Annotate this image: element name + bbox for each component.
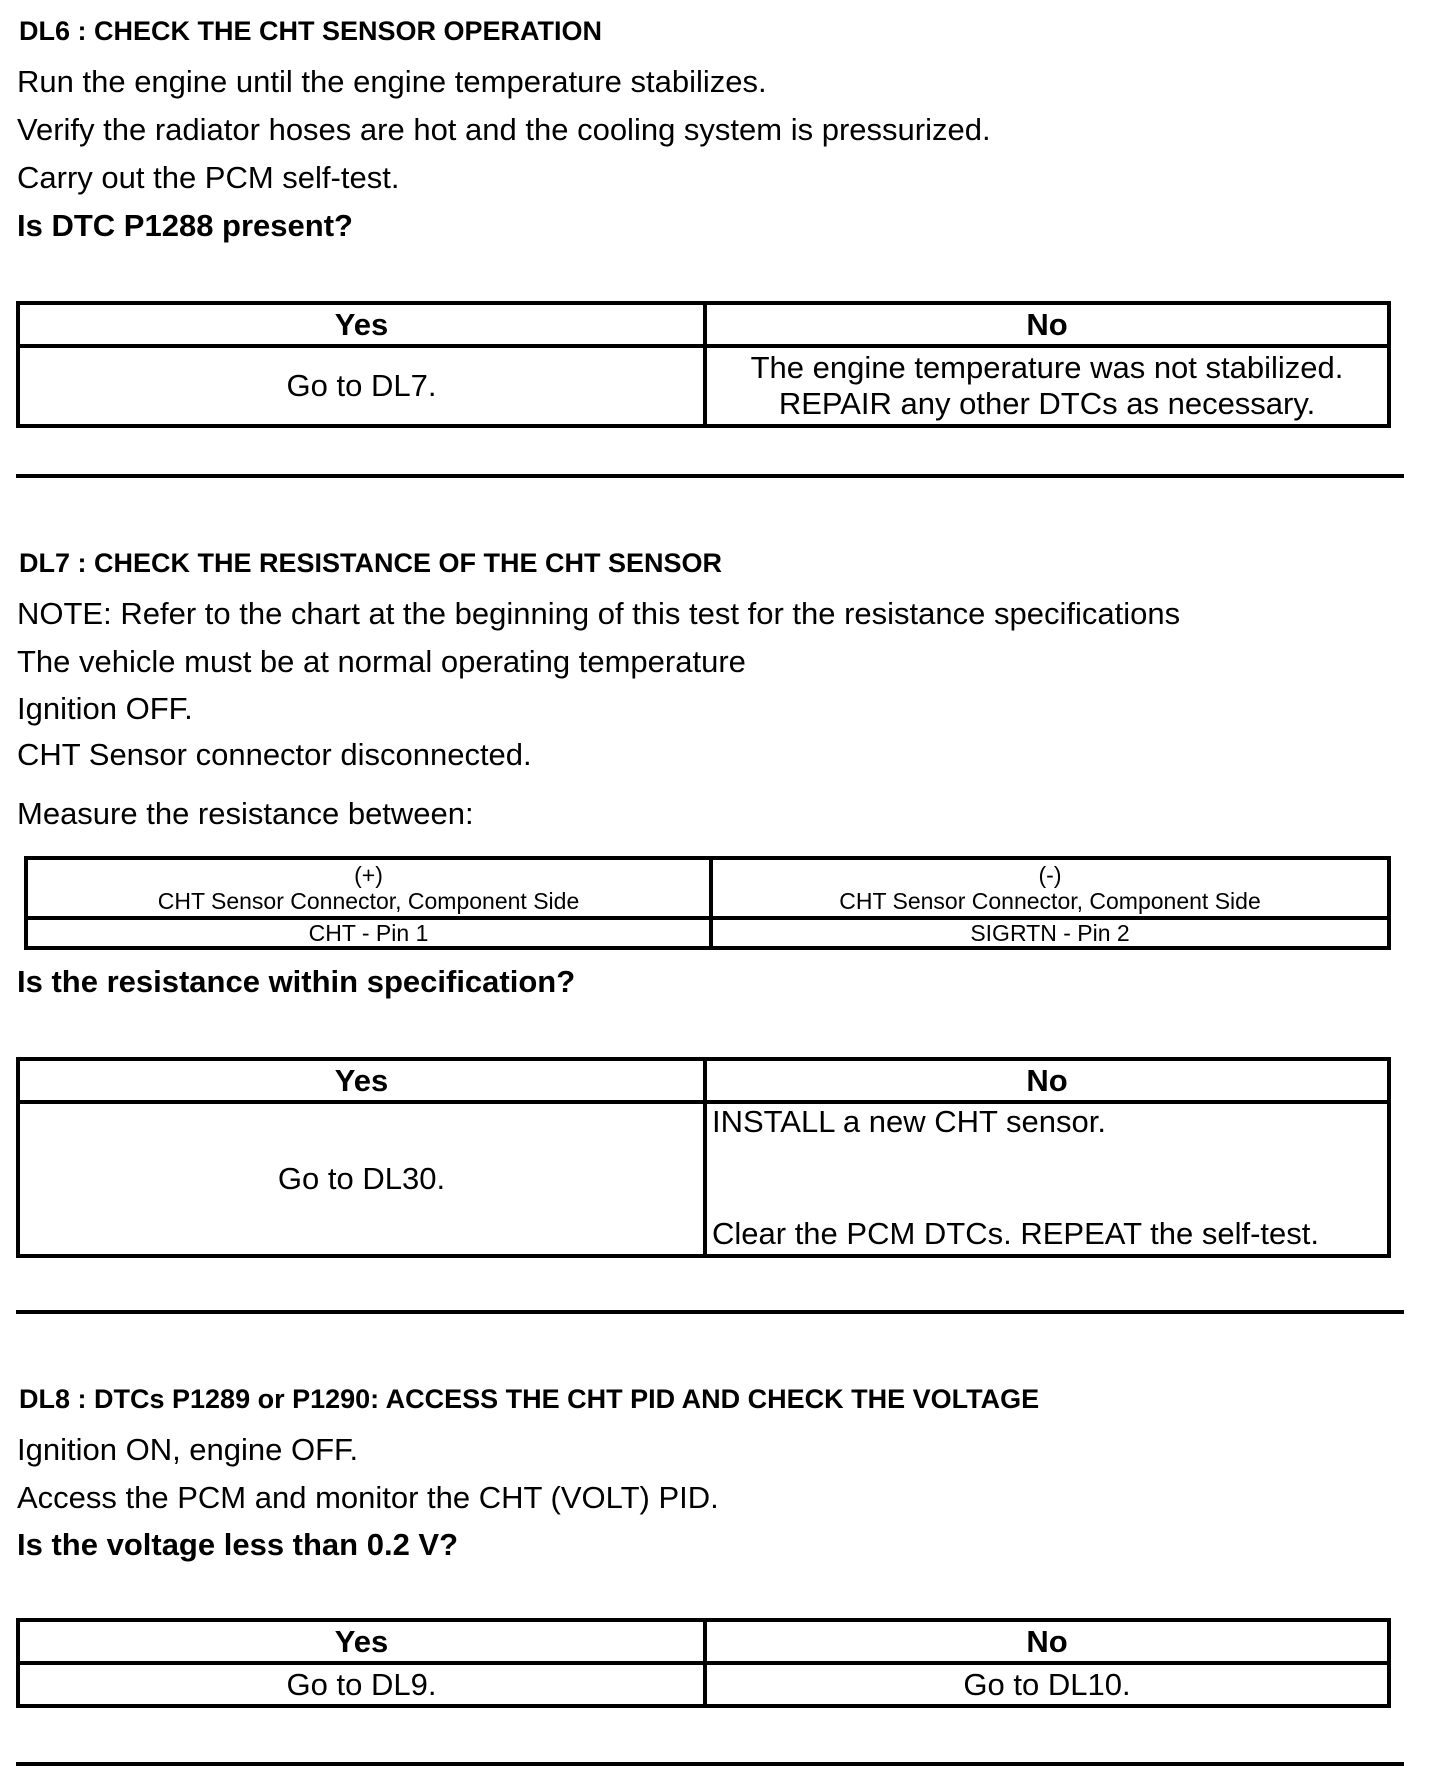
dl7-step-1: NOTE: Refer to the chart at the beginning of this test for the resistance specifications (17, 596, 1181, 631)
no-header: No (705, 1620, 1389, 1663)
dl7-heading: DL7 : CHECK THE RESISTANCE OF THE CHT SENSOR (19, 548, 723, 578)
no-cell-line-2: REPAIR any other DTCs as necessary. (778, 386, 1316, 421)
dl8-step-2: Access the PCM and monitor the CHT (VOLT) PID. (17, 1480, 719, 1515)
yes-cell: Go to DL7. (18, 346, 705, 426)
dl7-result-table (16, 1057, 1391, 1258)
yes-header: Yes (18, 303, 705, 346)
yes-header: Yes (18, 1620, 705, 1663)
dl6-step-1: Run the engine until the engine temperature stabilizes. (17, 64, 767, 99)
dl7-measure-table (24, 856, 1391, 950)
dl7-question: Is the resistance within specification? (17, 964, 576, 999)
yes-cell: Go to DL9. (18, 1663, 705, 1706)
no-cell-line-1: INSTALL a new CHT sensor. (712, 1104, 1106, 1139)
dl7-step-3: Ignition OFF. (17, 691, 193, 726)
dl8-result-table (16, 1618, 1391, 1708)
dl7-step-4: CHT Sensor connector disconnected. (17, 737, 532, 772)
positive-pin: CHT - Pin 1 (26, 918, 711, 948)
dl6-step-3: Carry out the PCM self-test. (17, 160, 400, 195)
dl7-measure-label: Measure the resistance between: (17, 796, 474, 831)
no-cell (705, 346, 1389, 426)
dl8-step-1: Ignition ON, engine OFF. (17, 1432, 359, 1467)
section-divider (16, 1310, 1404, 1314)
negative-pin: SIGRTN - Pin 2 (711, 918, 1389, 948)
dl7-step-2: The vehicle must be at normal operating temperature (17, 644, 746, 679)
no-header: No (705, 1059, 1389, 1102)
positive-terminal-header (26, 858, 711, 918)
positive-connector-label: CHT Sensor Connector, Component Side (157, 888, 580, 914)
dl8-question: Is the voltage less than 0.2 V? (17, 1527, 459, 1562)
positive-symbol: (+) (354, 862, 383, 888)
dl6-result-table (16, 301, 1391, 428)
no-header: No (705, 303, 1389, 346)
negative-connector-label: CHT Sensor Connector, Component Side (839, 888, 1261, 914)
dl6-step-2: Verify the radiator hoses are hot and the cooling system is pressurized. (17, 112, 991, 147)
no-cell: Go to DL10. (705, 1663, 1389, 1706)
negative-symbol: (-) (1038, 862, 1062, 888)
dl6-question: Is DTC P1288 present? (17, 208, 353, 243)
section-divider (16, 474, 1404, 478)
yes-header: Yes (18, 1059, 705, 1102)
no-cell-line-1: The engine temperature was not stabilized. (750, 350, 1344, 385)
dl6-heading: DL6 : CHECK THE CHT SENSOR OPERATION (19, 16, 603, 46)
no-cell-line-2: Clear the PCM DTCs. REPEAT the self-test. (712, 1216, 1319, 1251)
dl8-heading: DL8 : DTCs P1289 or P1290: ACCESS THE CHT PID AND CHECK THE VOLTAGE (19, 1384, 1040, 1414)
yes-cell: Go to DL30. (18, 1102, 705, 1256)
no-cell (705, 1102, 1389, 1256)
negative-terminal-header (711, 858, 1389, 918)
section-divider (16, 1762, 1404, 1766)
